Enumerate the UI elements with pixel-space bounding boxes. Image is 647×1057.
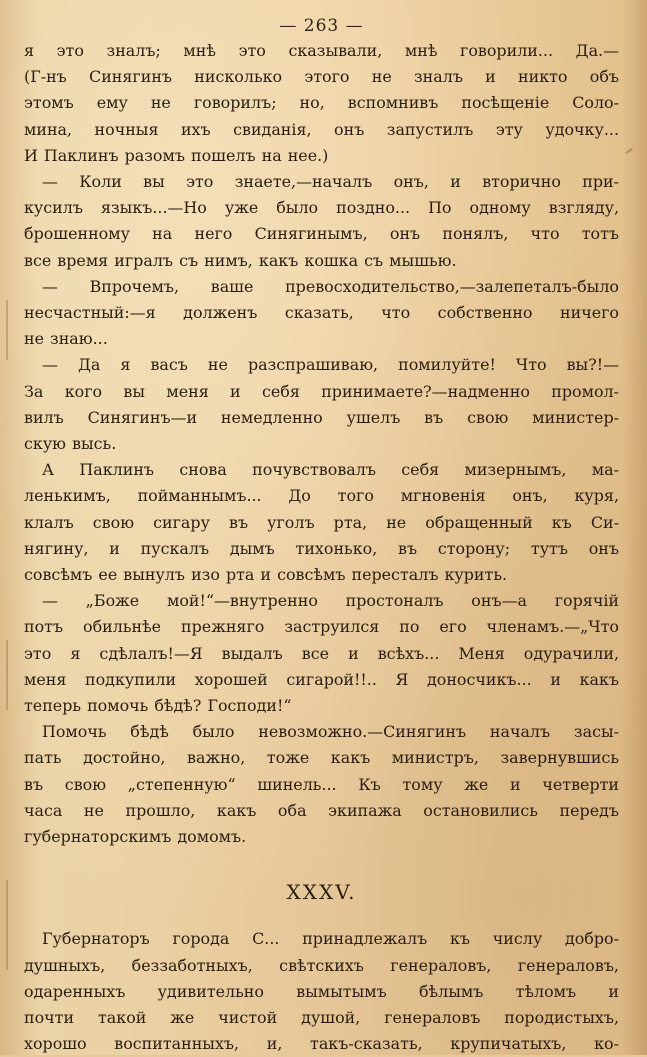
text-line: пать достойно, важно, тоже какъ министръ, завернувшись	[24, 748, 619, 768]
margin-pencil-mark	[625, 148, 633, 154]
text-line: кусилъ языкъ...—Но уже было поздно... По одному взгляду,	[24, 198, 619, 218]
text-line: губернаторскимъ домомъ.	[24, 827, 247, 847]
text-line: Помочь бѣдѣ было невозможно.—Синягинъ началъ засы-	[42, 722, 619, 742]
paragraph	[24, 926, 619, 1057]
text-line: нягину, и пускалъ дымъ тихонько, въ сторону; тутъ онъ	[24, 538, 619, 558]
text-line: хорошо воспитанныхъ, и, такъ-сказать, крупичатыхъ, ко-	[24, 1034, 619, 1054]
paragraph	[24, 352, 619, 457]
paragraph	[24, 274, 619, 353]
text-line: ленькимъ, пойманнымъ... До того мгновенія онъ, куря,	[24, 486, 619, 506]
text-line: потъ обильнѣе прежняго заструился по его членамъ.—„Что	[24, 617, 619, 637]
text-line: За кого вы меня и себя принимаете?—надменно промол-	[24, 381, 619, 401]
text-line: меня подкупили хорошей сигарой!!.. Я доносчикъ... и какъ	[24, 669, 619, 689]
text-line: совсѣмъ ее вынулъ изо рта и совсѣмъ пересталъ курить.	[24, 565, 508, 585]
text-line: — „Боже мой!“—внутренно простоналъ онъ—а горячій	[42, 591, 619, 611]
text-line: А Паклинъ снова почувствовалъ себя мизернымъ, ма-	[42, 460, 619, 480]
text-line: часа не прошло, какъ оба экипажа остановились передъ	[24, 800, 619, 820]
text-line: — Да я васъ не разспрашиваю, помилуйте! Что вы?!—	[42, 355, 619, 375]
text-line: я это зналъ; мнѣ это сказывали, мнѣ говорили... Да.—	[24, 41, 619, 60]
text-line: И Паклинъ разомъ пошелъ на нее.)	[24, 145, 329, 165]
margin-scan-mark	[6, 300, 8, 360]
text-line: въ свою „степенную“ шинель... Къ тому же и четверти	[24, 774, 619, 794]
paragraph	[24, 457, 619, 588]
chapter-heading: XXXV.	[286, 880, 357, 905]
text-line: — Коли вы это знаете,—началъ онъ, и вторично при-	[42, 172, 619, 192]
text-line: вилъ Синягинъ—и немедленно ушелъ въ свою министер-	[24, 407, 619, 427]
text-line: клалъ свою сигару въ уголъ рта, не обращенный къ Си-	[24, 512, 619, 532]
paragraph	[24, 38, 619, 169]
text-line: скую высь.	[24, 434, 117, 454]
paragraph	[24, 719, 619, 850]
text-line: душныхъ, беззаботныхъ, свѣтскихъ генераловъ, генераловъ,	[24, 955, 619, 975]
paragraph	[24, 169, 619, 274]
body-text	[24, 38, 619, 1057]
paragraph	[24, 588, 619, 719]
text-line: (Г-нъ Синягинъ нисколько этого не зналъ и никто объ	[24, 67, 619, 87]
text-line: теперь помочь бѣдѣ? Господи!“	[24, 696, 292, 716]
text-line: это я сдѣлалъ!—Я выдалъ все и всѣхъ... Меня одурачили,	[24, 643, 619, 663]
text-line: все время игралъ съ нимъ, какъ кошка съ мышью.	[24, 250, 457, 270]
text-line: — Впрочемъ, ваше превосходительство,—залепеталъ-было	[42, 276, 619, 296]
page-number: — 263 —	[279, 16, 364, 36]
text-line: несчастный:—я долженъ сказать, что собственно ничего	[24, 303, 619, 323]
text-line: мина, ночныя ихъ свиданія, онъ запустилъ эту удочку...	[24, 119, 619, 139]
text-line: почти такой же чистой душой, генераловъ породистыхъ,	[24, 1007, 619, 1027]
text-line: Губернаторъ города С... принадлежалъ къ числу добро-	[42, 929, 619, 949]
margin-scan-mark	[6, 880, 8, 970]
text-line: одаренныхъ удивительно вымытымъ бѣлымъ тѣломъ и	[24, 981, 619, 1001]
text-line: этомъ ему не говорилъ; но, вспомнивъ посѣщеніе Соло-	[24, 93, 619, 113]
margin-scan-mark	[6, 640, 8, 710]
text-line: не знаю...	[24, 329, 108, 349]
text-line: брошенному на него Синягинымъ, онъ понялъ, что тотъ	[24, 224, 619, 244]
